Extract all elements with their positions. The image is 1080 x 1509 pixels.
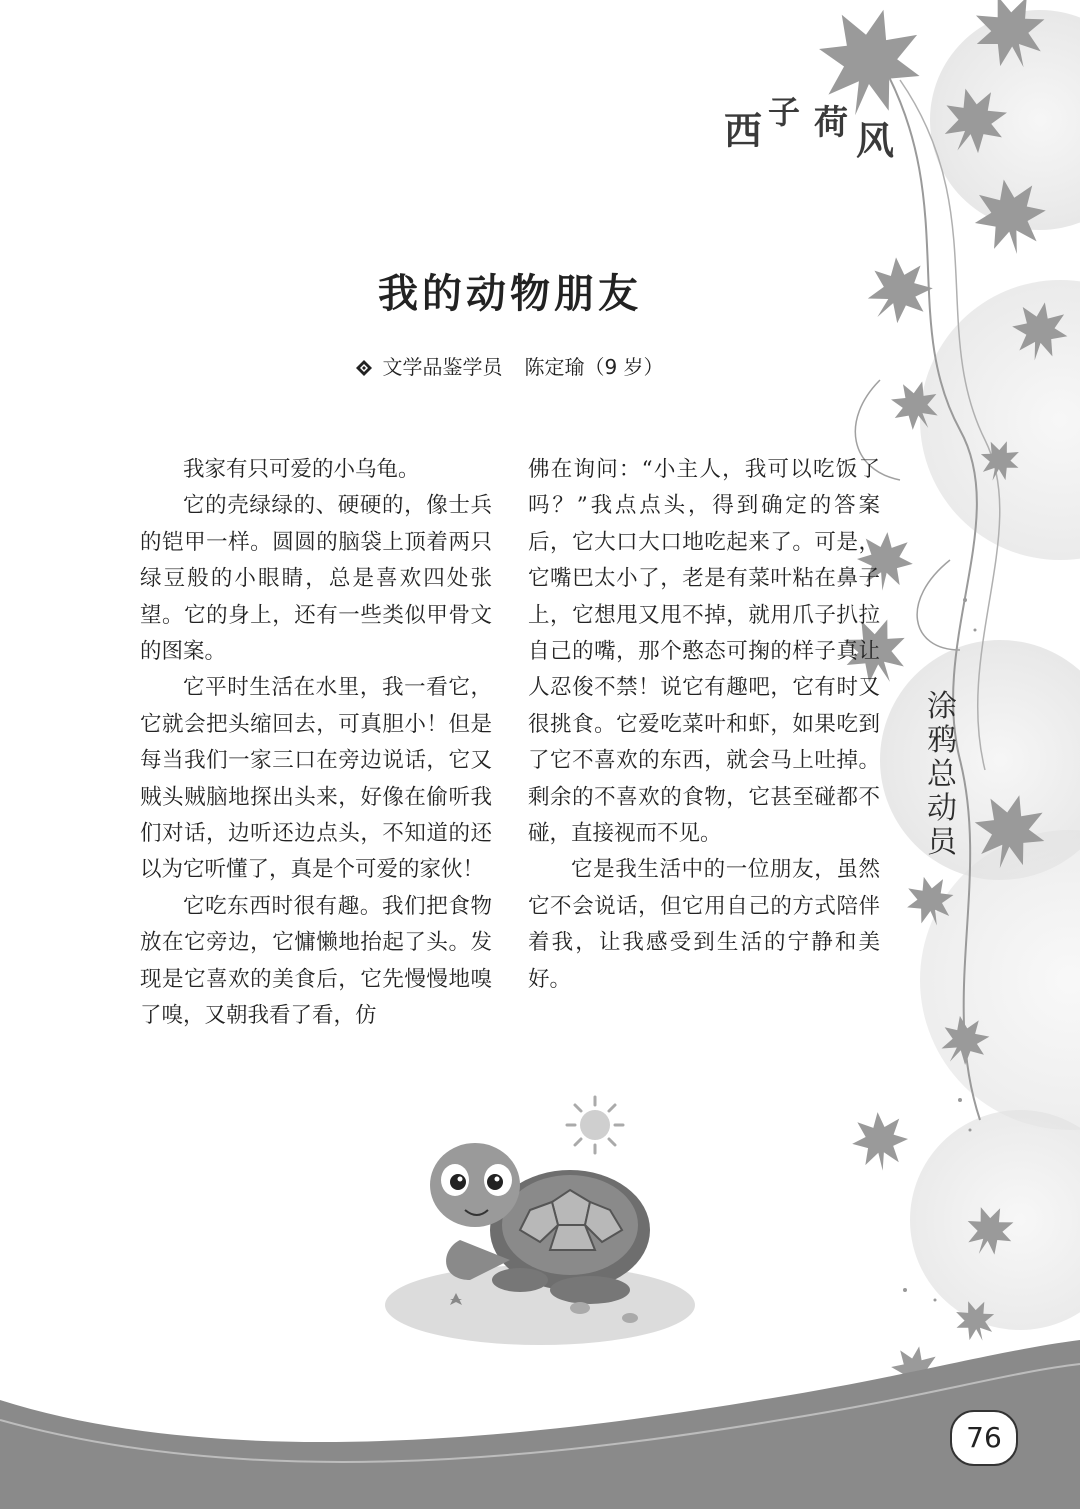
- side-title-char: 涂: [927, 689, 957, 724]
- side-title-char: 鸦: [927, 723, 957, 758]
- paragraph: 它吃东西时很有趣。我们把食物放在它旁边，它慵懒地抬起了头。发现是它喜欢的美食后，它先慢慢地嗅了嗅，又朝我看了看，仿: [140, 893, 492, 1029]
- side-title-char: 总: [927, 757, 957, 792]
- byline-role: 文学品鉴学员: [382, 355, 503, 379]
- diamond-bullet-icon: [356, 360, 372, 376]
- turtle-illustration: [380, 1130, 700, 1350]
- page-number: 76: [950, 1410, 1018, 1466]
- side-title-char: 动: [927, 791, 957, 826]
- paragraph: 我家有只可爱的小乌龟。: [183, 457, 420, 482]
- section-side-title: [916, 690, 968, 860]
- column-title-char-2: 子: [768, 93, 801, 131]
- column-title: [718, 92, 908, 162]
- side-title-char: 员: [927, 825, 957, 860]
- paragraph: 佛在询问：“小主人，我可以吃饭了吗？”我点点头，得到确定的答案后，它大口大口地吃起来了。可是，它嘴巴太小了，老是有菜叶粘在鼻子上，它想甩又甩不掉，就用爪子扒拉自己的嘴，那个憨态可掬的样子真让人忍俊不禁！说它有趣吧，它有时又很挑食。它爱吃菜叶和虾，如果吃到了它不喜欢的东西，就会马上吐掉。剩余的不喜欢的食物，它甚至碰都不碰，直接视而不见。: [528, 457, 880, 847]
- paragraph: 它平时生活在水里，我一看它，它就会把头缩回去，可真胆小！但是每当我们一家三口在旁边说话，它又贼头贼脑地探出头来，好像在偷听我们对话，边听还边点头，不知道的还以为它听懂了，真是个可爱的家伙！: [140, 675, 492, 883]
- byline: [0, 351, 1020, 380]
- text-column-right: [528, 452, 880, 998]
- paragraph: 它的壳绿绿的、硬硬的，像士兵的铠甲一样。圆圆的脑袋上顶着两只绿豆般的小眼睛，总是喜欢四处张望。它的身上，还有一些类似甲骨文的图案。: [140, 493, 492, 665]
- article-title: 我的动物朋友: [378, 271, 642, 317]
- byline-author: 陈定瑜（9 岁）: [524, 355, 664, 379]
- column-title-char-1: 西: [724, 109, 763, 153]
- column-title-char-4: 风: [856, 119, 895, 163]
- text-column-left: [140, 452, 492, 1035]
- column-title-char-3: 荷: [814, 103, 848, 143]
- paragraph: 它是我生活中的一位朋友，虽然它不会说话，但它用自己的方式陪伴着我，让我感受到生活的宁静和美好。: [528, 857, 880, 992]
